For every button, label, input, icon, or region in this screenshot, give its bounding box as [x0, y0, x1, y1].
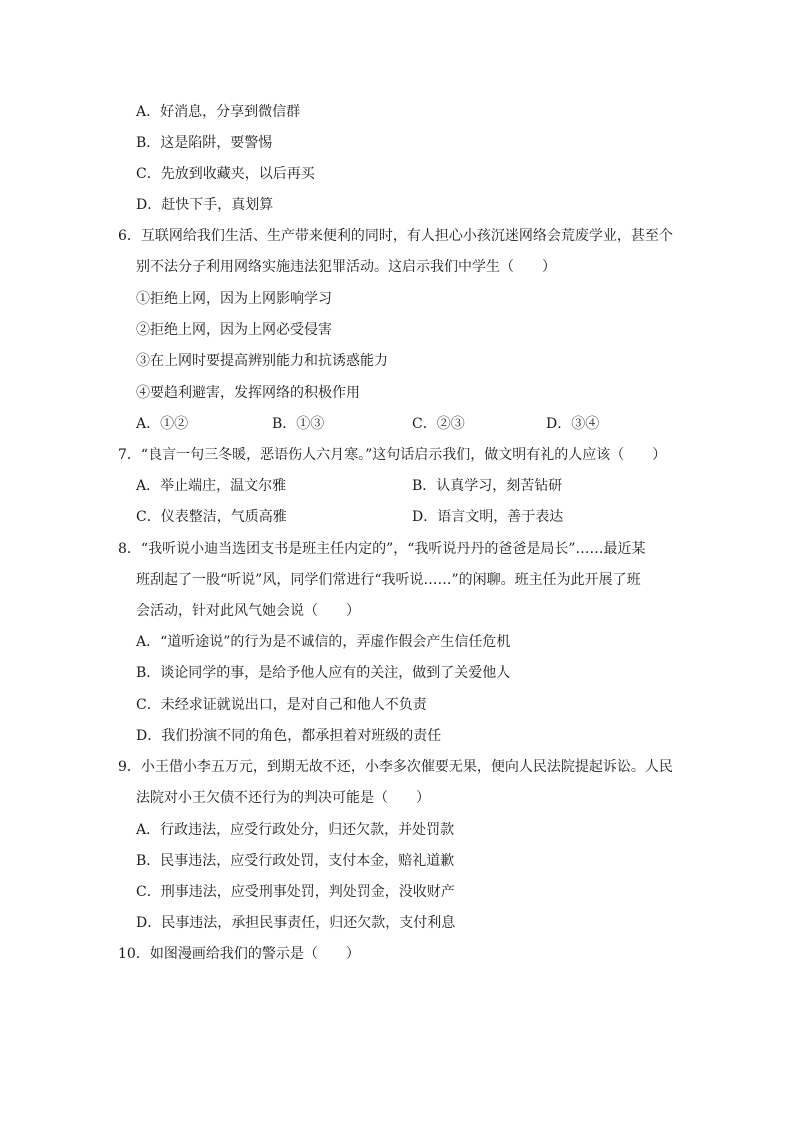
- q9-option-a: A．行政违法，应受行政处分，归还欠款，并处罚款: [136, 822, 455, 838]
- q5-option-a: A．好消息，分享到微信群: [136, 104, 301, 120]
- q8-stem-line3: 会活动，针对此风气她会说（ ）: [136, 603, 360, 619]
- q6-item-3: ③在上网时要提高辨别能力和抗诱惑能力: [136, 353, 388, 369]
- q8-stem-line2: 班刮起了一股“听说”风，同学们常进行“我听说……”的闲聊。班主任为此开展了班: [136, 572, 641, 588]
- q8-option-a: A．“道听途说”的行为是不诚信的，弄虚作假会产生信任危机: [136, 634, 511, 650]
- q6-item-2: ②拒绝上网，因为上网必受侵害: [136, 322, 332, 338]
- q7-option-c: C．仪表整洁，气质高雅: [136, 509, 287, 525]
- q5-option-b: B．这是陷阱，要警惕: [136, 135, 273, 151]
- q6-stem-line1: 6．互联网给我们生活、生产带来便利的同时，有人担心小孩沉迷网络会荒废学业，甚至个: [118, 228, 673, 244]
- q9-option-b: B．民事违法，应受行政处罚，支付本金，赔礼道歉: [136, 853, 455, 869]
- q7-option-a: A．举止端庄，温文尔雅: [136, 478, 287, 494]
- q8-option-b: B．谈论同学的事，是给予他人应有的关注，做到了关爱他人: [136, 665, 511, 681]
- q5-option-d: D．赶快下手，真划算: [136, 197, 274, 213]
- q6-option-c: C．②③: [412, 416, 465, 432]
- q6-item-4: ④要趋利避害，发挥网络的积极作用: [136, 385, 360, 401]
- q9-option-c: C．刑事违法，应受刑事处罚，判处罚金，没收财产: [136, 884, 455, 900]
- q8-option-c: C．未经求证就说出口，是对自己和他人不负责: [136, 697, 427, 713]
- q7-stem: 7．“良言一句三冬暖，恶语伤人六月寒。”这句话启示我们，做文明有礼的人应该（ ）: [118, 447, 667, 463]
- q9-option-d: D．民事违法，承担民事责任，归还欠款，支付利息: [136, 915, 456, 931]
- q7-option-b: B．认真学习，刻苦钻研: [412, 478, 563, 494]
- q8-stem-line1: 8．“我听说小迪当选团支书是班主任内定的”，“我听说丹丹的爸爸是局长”……最近某: [118, 541, 646, 557]
- q6-stem-line2: 别不法分子利用网络实施违法犯罪活动。这启示我们中学生（ ）: [136, 259, 556, 275]
- q8-option-d: D．我们扮演不同的角色，都承担着对班级的责任: [136, 728, 442, 744]
- q5-option-c: C．先放到收藏夹，以后再买: [136, 166, 315, 182]
- q10-stem: 10．如图漫画给我们的警示是（ ）: [118, 946, 360, 962]
- q6-item-1: ①拒绝上网，因为上网影响学习: [136, 291, 332, 307]
- q6-option-d: D．③④: [546, 416, 600, 432]
- q9-stem-line2: 法院对小王欠债不还行为的判决可能是（ ）: [136, 790, 430, 806]
- q9-stem-line1: 9．小王借小李五万元，到期无故不还，小李多次催要无果，便向人民法院提起诉讼。人民: [118, 759, 673, 775]
- q6-option-b: B．①③: [272, 416, 325, 432]
- q6-option-a: A．①②: [136, 416, 189, 432]
- q7-option-d: D．语言文明，善于表达: [412, 509, 564, 525]
